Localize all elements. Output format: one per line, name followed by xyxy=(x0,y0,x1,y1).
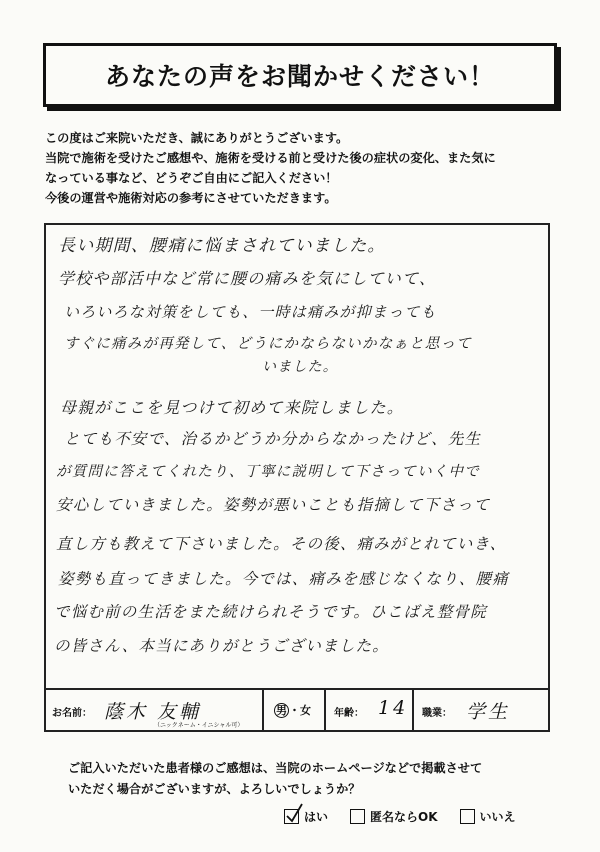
gender-cell[interactable] xyxy=(264,690,326,730)
consent-line: いただく場合がございますが、よろしいでしょうか？ xyxy=(68,782,361,796)
comment-line: 母親がここを見つけて初めて来院しました。 xyxy=(60,398,405,417)
option-anonymous-label: 匿名ならOK xyxy=(370,809,438,824)
comment-line: が質問に答えてくれたり、丁寧に説明して下さっていく中で xyxy=(56,464,480,480)
intro-line: 今後の運営や施術対応の参考にさせていただきます。 xyxy=(45,191,337,205)
job-label: 職業： xyxy=(422,708,452,719)
gender-male-circled: 男 xyxy=(276,704,287,717)
checkbox-yes[interactable] xyxy=(284,809,299,824)
title-box xyxy=(43,43,557,107)
option-no[interactable] xyxy=(460,808,516,825)
comment-line: すぐに痛みが再発して、どうにかならないかなぁと思って xyxy=(64,336,472,352)
intro-line: 当院で施術を受けたご感想や、施術を受ける前と受けた後の症状の変化、また気に xyxy=(45,151,496,165)
comment-line: 長い期間、腰痛に悩まされていました。 xyxy=(58,236,386,256)
name-note: （ニックネーム・イニシャル可） xyxy=(154,722,244,729)
intro-line: なっている事など、どうぞご自由にご記入ください！ xyxy=(45,171,338,185)
gender-female: 女 xyxy=(300,704,311,717)
age-cell[interactable] xyxy=(326,690,414,730)
patient-info-row xyxy=(46,688,548,730)
check-mark-icon xyxy=(284,802,304,824)
job-value: 学生 xyxy=(466,701,511,723)
age-label: 年齢： xyxy=(334,708,364,719)
name-cell[interactable] xyxy=(46,690,264,730)
option-anonymous[interactable] xyxy=(350,808,438,825)
job-cell[interactable] xyxy=(414,690,548,730)
comment-line: 安心していきました。姿勢が悪いことも指摘して下さって xyxy=(56,496,491,514)
option-yes[interactable] xyxy=(284,808,328,825)
page-title: あなたの声をお聞かせください！ xyxy=(104,62,495,91)
comment-line: 学校や部活中など常に腰の痛みを気にしていて、 xyxy=(58,269,437,288)
intro-text xyxy=(45,128,565,208)
age-value: 14 xyxy=(378,697,409,719)
gender-separator: ・ xyxy=(289,704,300,717)
comment-line: の皆さん、本当にありがとうございました。 xyxy=(54,637,389,655)
checkbox-anonymous[interactable] xyxy=(350,809,365,824)
gender-options xyxy=(274,702,311,718)
comment-line: 直し方も教えて下さいました。その後、痛みがとれていき、 xyxy=(56,535,507,553)
comment-line: で悩む前の生活をまた続けられそうです。ひこばえ整骨院 xyxy=(54,603,487,621)
feedback-form-box xyxy=(44,223,550,732)
name-label: お名前： xyxy=(52,708,92,719)
option-yes-label: はい xyxy=(304,809,329,824)
option-no-label: いいえ xyxy=(479,809,516,824)
checkbox-no[interactable] xyxy=(460,809,475,824)
comment-line: 姿勢も直ってきました。今では、痛みを感じなくなり、腰痛 xyxy=(58,570,509,588)
comment-line: いました。 xyxy=(262,359,338,375)
name-value: 蔭木 友輔 xyxy=(104,701,202,723)
comment-line: いろいろな対策をしても、一時は痛みが抑まっても xyxy=(64,303,437,321)
comment-area[interactable] xyxy=(46,225,548,687)
consent-line: ご記入いただいた患者様のご感想は、当院のホームページなどで掲載させて xyxy=(68,761,483,775)
consent-options xyxy=(284,804,538,828)
consent-text xyxy=(68,758,568,800)
intro-line: この度はご来院いただき、誠にありがとうございます。 xyxy=(45,131,349,145)
comment-line: とても不安で、治るかどうか分からなかったけど、先生 xyxy=(64,430,482,448)
